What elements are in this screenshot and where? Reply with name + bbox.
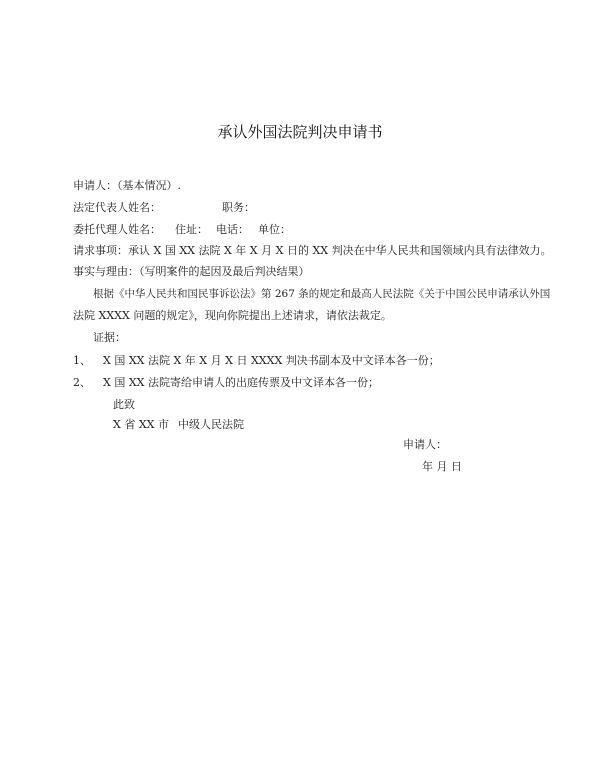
legal-rep-name-label: 法定代表人姓名： bbox=[73, 201, 161, 214]
applicant-line: 申请人：（基本情况）. bbox=[73, 179, 181, 192]
signature-label: 申请人： bbox=[403, 438, 447, 451]
basis-line-2: 法院 XXXX 问题的规定》，现向你院提出上述请求，请依法裁定。 bbox=[73, 309, 392, 322]
closing-line: 此致 bbox=[113, 398, 135, 411]
request-line: 请求事项：承认 X 国 XX 法院 X 年 X 月 X 日的 XX 判决在中华人民共和国领域内具有法律效力。 bbox=[73, 244, 552, 257]
court-name: 中级人民法院 bbox=[178, 418, 244, 431]
evidence-label: 证据： bbox=[93, 331, 126, 344]
agent-phone-label: 电话： bbox=[216, 223, 249, 236]
legal-rep-position-label: 职务： bbox=[222, 201, 255, 214]
agent-address-label: 住址： bbox=[175, 223, 208, 236]
evidence-item-2: X 国 XX 法院寄给申请人的出庭传票及中文译本各一份； bbox=[103, 376, 379, 389]
evidence-item-1: X 国 XX 法院 X 年 X 月 X 日 XXXX 判决书副本及中文译本各一份； bbox=[103, 354, 440, 367]
document-title: 承认外国法院判决申请书 bbox=[217, 123, 383, 141]
date-label: 年 月 日 bbox=[422, 460, 462, 473]
facts-line: 事实与理由：（写明案件的起因及最后判决结果） bbox=[73, 265, 310, 278]
court-city: X 省 XX 市 bbox=[113, 418, 169, 431]
evidence-num-2: 2、 bbox=[73, 376, 91, 389]
evidence-num-1: 1、 bbox=[73, 354, 91, 367]
basis-line-1: 根据《中华人民共和国民事诉讼法》第 267 条的规定和最高人民法院《关于中国公民申请承认外国 bbox=[93, 288, 551, 300]
agent-unit-label: 单位： bbox=[258, 223, 291, 236]
agent-name-label: 委托代理人姓名： bbox=[73, 223, 161, 236]
